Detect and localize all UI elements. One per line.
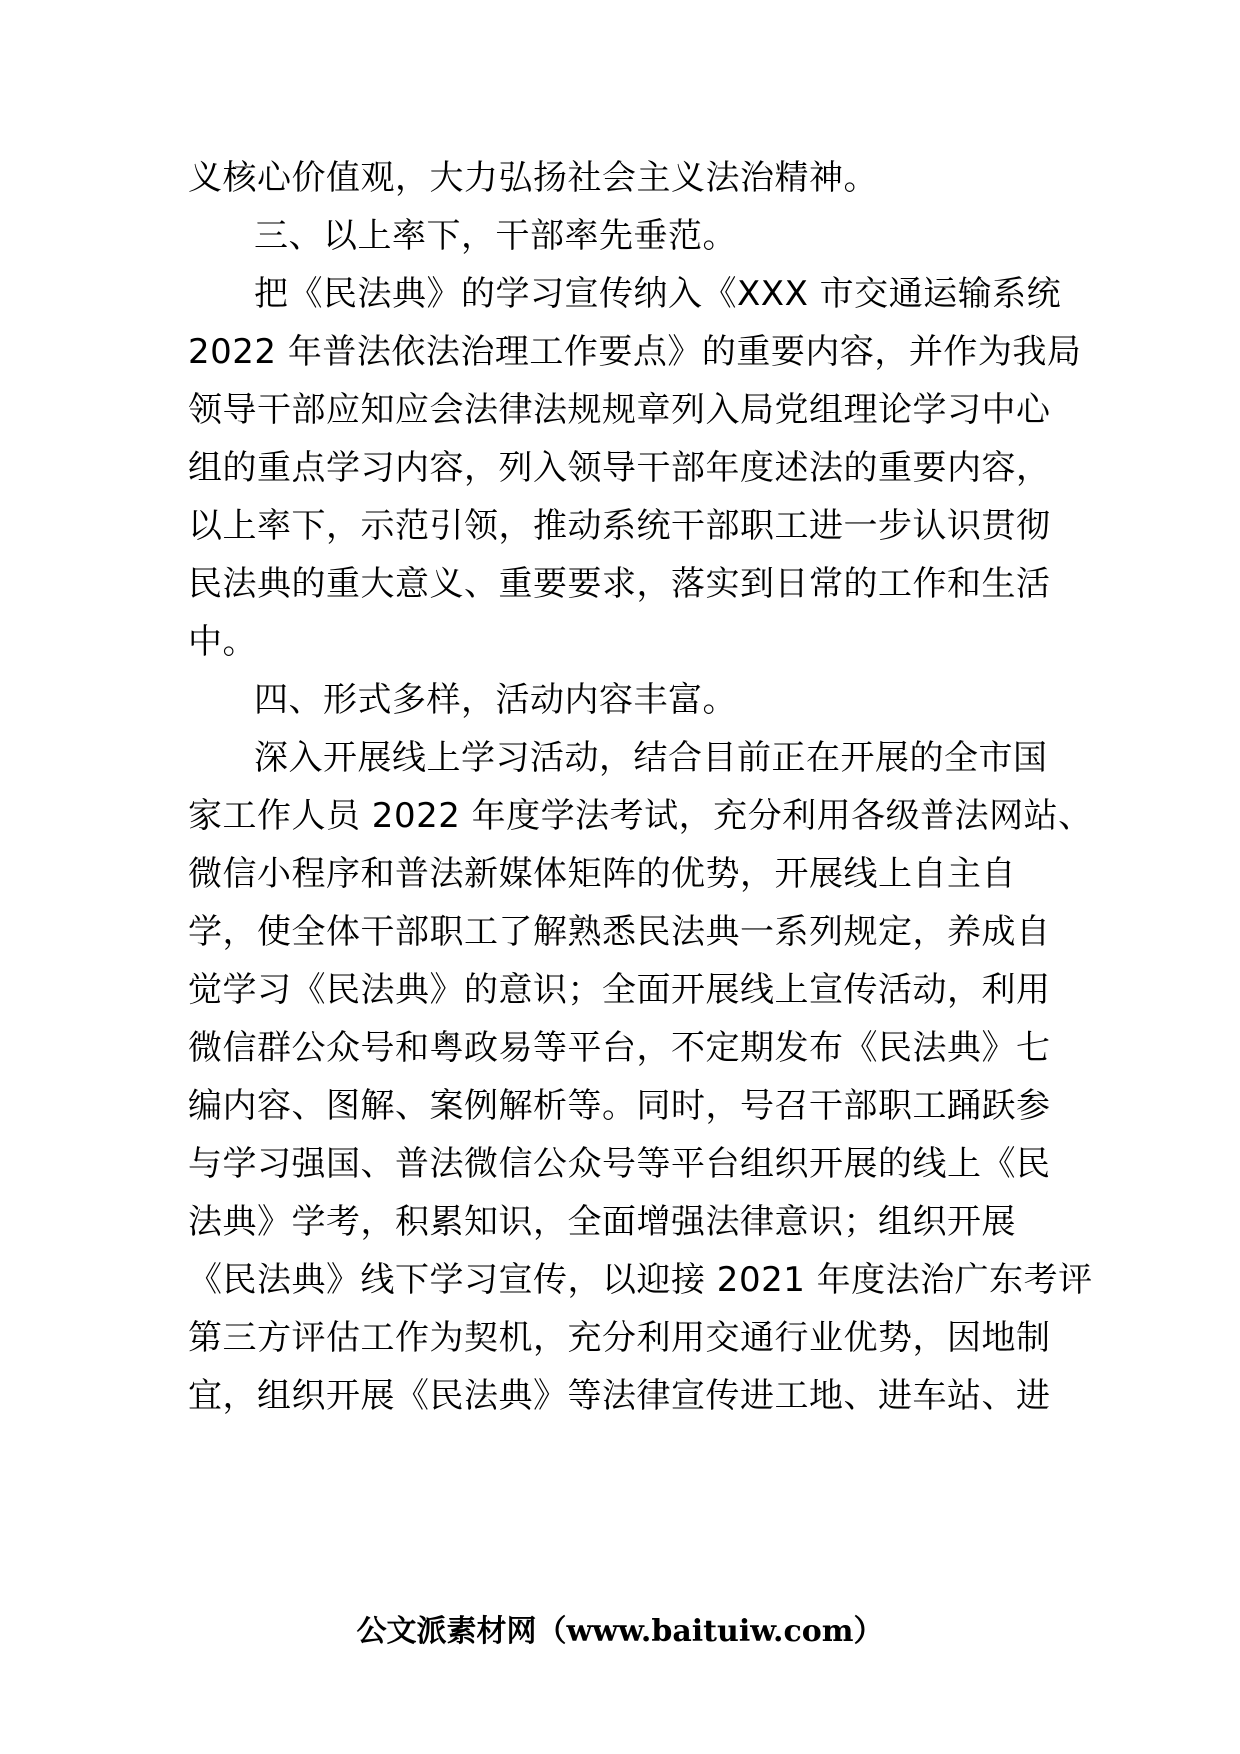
text-line: 法典》学考，积累知识，全面增强法律意识；组织开展 bbox=[188, 1202, 1016, 1242]
text-line: 2022 年普法依法治理工作要点》的重要内容，并作为我局 bbox=[188, 332, 1082, 372]
text-line: 组的重点学习内容，列入领导干部年度述法的重要内容， bbox=[188, 448, 1051, 488]
text-line: 觉学习《民法典》的意识；全面开展线上宣传活动，利用 bbox=[188, 970, 1051, 1010]
text-line: 《民法典》线下学习宣传，以迎接 2021 年度法治广东考评 bbox=[188, 1260, 1093, 1300]
text-line: 以上率下，示范引领，推动系统干部职工进一步认识贯彻 bbox=[188, 506, 1051, 546]
text-line: 深入开展线上学习活动，结合目前正在开展的全市国 bbox=[254, 738, 1048, 778]
text-line: 编内容、图解、案例解析等。同时，号召干部职工踊跃参 bbox=[188, 1086, 1051, 1126]
text-line: 义核心价值观，大力弘扬社会主义法治精神。 bbox=[188, 158, 878, 198]
text-line: 微信群公众号和粤政易等平台，不定期发布《民法典》七 bbox=[188, 1028, 1051, 1068]
text-line: 学，使全体干部职工了解熟悉民法典一系列规定，养成自 bbox=[188, 912, 1051, 952]
text-line: 微信小程序和普法新媒体矩阵的优势，开展线上自主自 bbox=[188, 854, 1016, 894]
text-line: 领导干部应知应会法律法规规章列入局党组理论学习中心 bbox=[188, 390, 1051, 430]
text-line: 与学习强国、普法微信公众号等平台组织开展的线上《民 bbox=[188, 1144, 1051, 1184]
text-line: 民法典的重大意义、重要要求，落实到日常的工作和生活 bbox=[188, 564, 1051, 604]
section-heading: 三、以上率下，干部率先垂范。 bbox=[254, 216, 737, 256]
section-heading: 四、形式多样，活动内容丰富。 bbox=[254, 680, 737, 720]
text-line: 把《民法典》的学习宣传纳入《XXX 市交通运输系统 bbox=[254, 274, 1062, 314]
text-line: 家工作人员 2022 年度学法考试，充分利用各级普法网站、 bbox=[188, 796, 1093, 836]
text-line: 中。 bbox=[188, 622, 257, 662]
text-line: 宜，组织开展《民法典》等法律宣传进工地、进车站、进 bbox=[188, 1376, 1051, 1416]
text-line: 第三方评估工作为契机，充分利用交通行业优势，因地制 bbox=[188, 1318, 1051, 1358]
footer-watermark: 公文派素材网（www.baituiw.com） bbox=[356, 1614, 884, 1649]
